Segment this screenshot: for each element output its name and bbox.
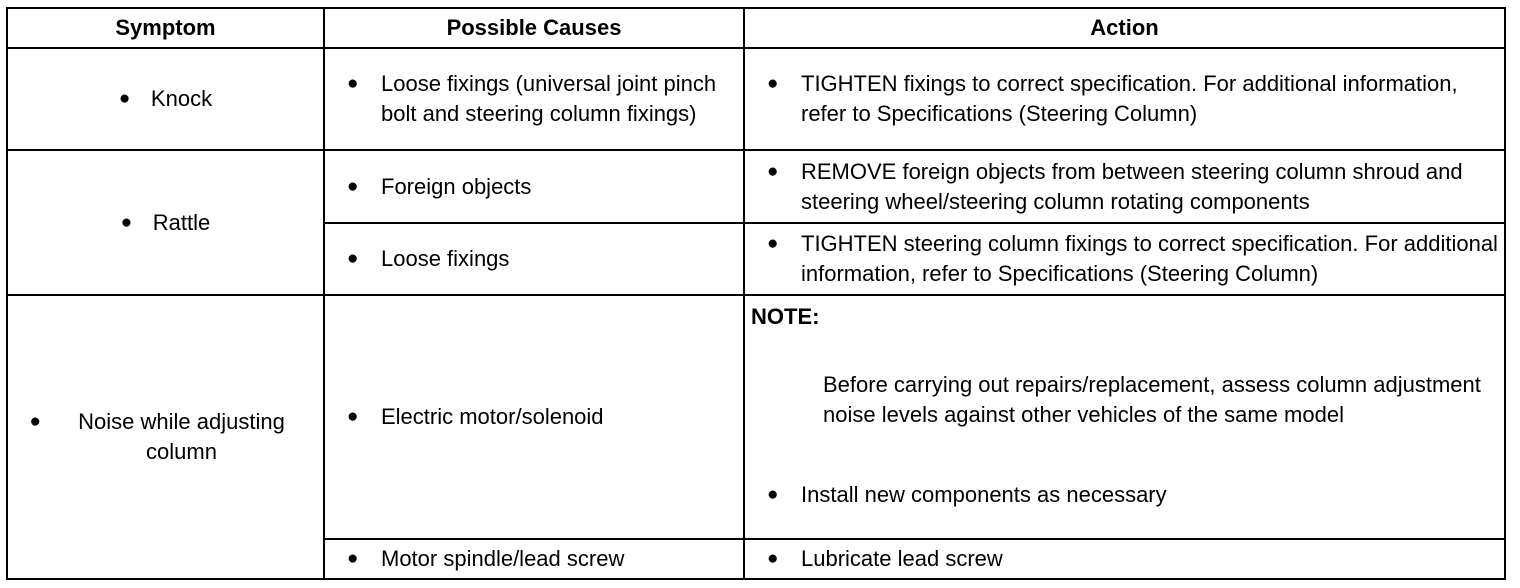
action-cell (744, 295, 1505, 539)
cause-cell (324, 539, 744, 579)
action-cell (744, 48, 1505, 150)
action-cell (744, 150, 1505, 223)
cause-foreign-objects: ● Foreign objects (325, 172, 743, 202)
symptom-cell (7, 48, 324, 150)
header-possible-causes: Possible Causes (324, 8, 744, 48)
cause-cell (324, 223, 744, 295)
symptom-noise-adjusting: ● Noise while adjusting column (30, 407, 302, 467)
table-row (7, 295, 1505, 539)
action-lubricate-lead-screw: ● Lubricate lead screw (745, 544, 1504, 574)
note-body: Before carrying out repairs/replacement, assess column adjustment noise levels against other vehicles of the same model (823, 372, 1481, 427)
action-remove-foreign-objects: ● REMOVE foreign objects from between steering column shroud and steering wheel/steering column rotating components (745, 157, 1504, 217)
cause-cell (324, 48, 744, 150)
action-install-new-components: ● Install new components as necessary (745, 480, 1504, 510)
symptom-cell (7, 295, 324, 579)
table-row (7, 150, 1505, 223)
cause-cell (324, 150, 744, 223)
note-title: NOTE: (751, 304, 820, 329)
table-row (7, 48, 1505, 150)
action-tighten-fixings: ● TIGHTEN fixings to correct specification. For additional information, refer to Specifications (Steering Column) (745, 69, 1504, 129)
symptom-cell (7, 150, 324, 295)
cause-electric-motor: ● Electric motor/solenoid (325, 402, 743, 432)
header-symptom: Symptom (7, 8, 324, 48)
cause-cell (324, 295, 744, 539)
cause-motor-spindle: ● Motor spindle/lead screw (325, 544, 743, 574)
symptom-rattle: ● Rattle (121, 208, 210, 238)
cause-loose-fixings: ● Loose fixings (325, 244, 743, 274)
symptom-chart-table (6, 7, 1506, 580)
header-action: Action (744, 8, 1505, 48)
action-cell (744, 539, 1505, 579)
diagnostic-table-container (6, 7, 1506, 580)
action-tighten-column-fixings: ● TIGHTEN steering column fixings to correct specification. For additional information, refer to Specifications (Steering Column) (745, 229, 1504, 289)
symptom-knock: ● Knock (119, 84, 212, 114)
cause-loose-fixings-joint: ● Loose fixings (universal joint pinch bolt and steering column fixings) (325, 69, 743, 129)
action-cell (744, 223, 1505, 295)
table-header-row (7, 8, 1505, 48)
